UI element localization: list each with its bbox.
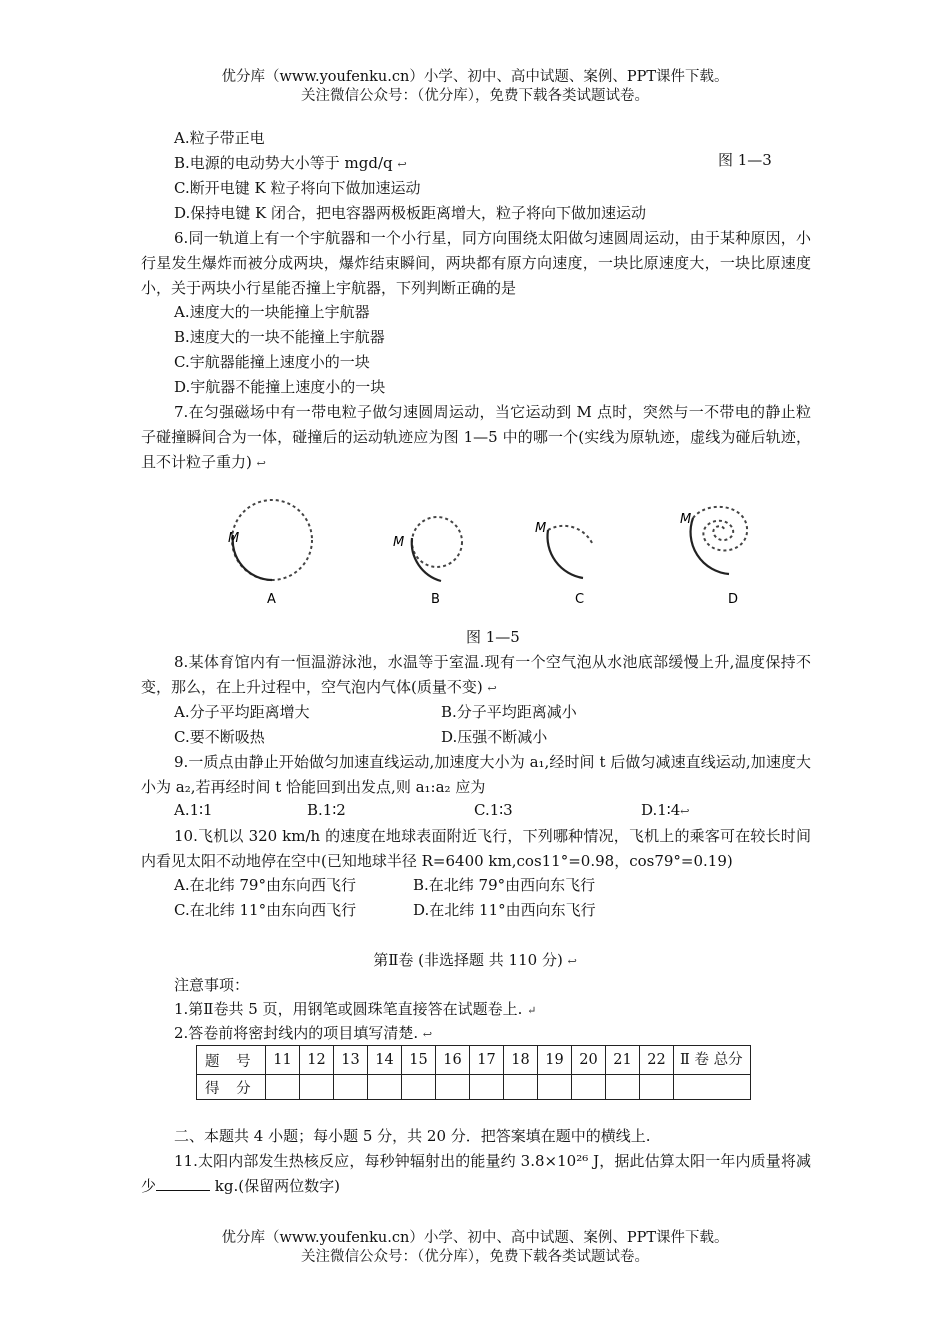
q5-option-c: C.断开电键 K 粒子将向下做加速运动 — [174, 179, 421, 197]
q9-option-a: A.1∶1 — [174, 801, 213, 819]
point-m-label-b: M — [393, 535, 405, 550]
return-mark-icon: ↩ — [397, 158, 407, 171]
trajectory-option-b — [393, 517, 462, 607]
q7-stem: 7.在匀强磁场中有一带电粒子做匀速圆周运动，当它运动到 M 点时，突然与一不带电的静止粒子碰撞瞬间合为一体，碰撞后的运动轨迹应为图 1—5 中的哪一个(实线为原轨迹，虚线为碰后轨迹，且不计粒子重力) ↩ — [141, 403, 811, 471]
question-number-20: 20 — [572, 1046, 606, 1075]
q5-option-b: B.电源的电动势大小等于 mgd/q ↩ — [174, 154, 407, 172]
answer-blank[interactable] — [156, 1176, 210, 1191]
trajectory-option-d — [680, 507, 747, 607]
question-number-21: 21 — [606, 1046, 640, 1075]
question-number-14: 14 — [368, 1046, 402, 1075]
line-break-mark-icon: ↵ — [527, 1004, 537, 1017]
q8-option-a: A.分子平均距离增大 — [174, 703, 310, 721]
figure-1-5 — [215, 490, 755, 610]
score-cell — [368, 1075, 402, 1100]
q8-option-d: D.压强不断减小 — [441, 728, 548, 746]
question-number-15: 15 — [402, 1046, 436, 1075]
footer-line-2: 关注微信公众号：（优分库），免费下载各类试题试卷。 — [301, 1249, 649, 1265]
option-label-d: D — [728, 592, 739, 607]
trajectory-option-a — [228, 500, 312, 607]
option-label-a: A — [267, 592, 276, 607]
score-cell — [572, 1075, 606, 1100]
question-number-16: 16 — [436, 1046, 470, 1075]
point-m-label-d: M — [680, 512, 692, 527]
point-m-label-c: M — [535, 521, 547, 536]
figure-1-3-label: 图 1—3 — [718, 151, 772, 169]
score-table-header-row — [197, 1046, 751, 1075]
trajectory-option-c — [535, 521, 593, 607]
q9-option-d: D.1∶4↩ — [641, 801, 690, 819]
q5-option-d: D.保持电键 K 闭合，把电容器两极板距离增大，粒子将向下做加速运动 — [174, 204, 647, 222]
notes-title: 注意事项： — [174, 976, 250, 994]
question-number-22: 22 — [640, 1046, 674, 1075]
return-mark-icon: ↩ — [256, 457, 266, 470]
q8-option-b: B.分子平均距离减小 — [441, 703, 577, 721]
section-2-heading: 二、本题共 4 小题；每小题 5 分，共 20 分．把答案填在题中的横线上. — [174, 1127, 651, 1145]
footer-line-1: 优分库（www.youfenku.cn）小学、初中、高中试题、案例、PPT课件下载。 — [221, 1230, 729, 1246]
note-1: 1.第Ⅱ卷共 5 页，用钢笔或圆珠笔直接答在试题卷上. ↵ — [174, 1000, 537, 1018]
q5-option-a: A.粒子带正电 — [174, 129, 265, 147]
question-number-18: 18 — [504, 1046, 538, 1075]
q10-option-c: C.在北纬 11°由东向西飞行 — [174, 901, 357, 919]
q10-option-b: B.在北纬 79°由西向东飞行 — [413, 876, 596, 894]
return-mark-icon: ↩ — [487, 682, 497, 695]
score-cell — [436, 1075, 470, 1100]
return-mark-icon: ↩ — [422, 1028, 433, 1041]
q6-option-b: B.速度大的一块不能撞上宇航器 — [174, 328, 385, 346]
question-number-label: 题 号 — [197, 1046, 266, 1075]
score-cell — [674, 1075, 751, 1100]
question-number-12: 12 — [300, 1046, 334, 1075]
q6-option-d: D.宇航器不能撞上速度小的一块 — [174, 378, 386, 396]
figure-1-5-label: 图 1—5 — [466, 628, 520, 646]
score-cell — [470, 1075, 504, 1100]
option-label-c: C — [575, 592, 585, 607]
score-cell — [266, 1075, 300, 1100]
return-mark-icon: ↩ — [680, 805, 690, 818]
q8-stem: 8.某体育馆内有一恒温游泳池，水温等于室温.现有一个空气泡从水池底部缓慢上升,温度保持不变，那么，在上升过程中，空气泡内气体(质量不变) ↩ — [141, 653, 811, 696]
question-number-13: 13 — [334, 1046, 368, 1075]
score-cell — [334, 1075, 368, 1100]
score-table-score-row — [197, 1075, 751, 1100]
q10-option-a: A.在北纬 79°由东向西飞行 — [174, 876, 356, 894]
score-cell — [402, 1075, 436, 1100]
q9-option-c: C.1∶3 — [474, 801, 513, 819]
question-number-11: 11 — [266, 1046, 300, 1075]
option-label-b: B — [431, 592, 440, 607]
score-cell — [538, 1075, 572, 1100]
score-cell — [504, 1075, 538, 1100]
q8-option-c: C.要不断吸热 — [174, 728, 265, 746]
q6-option-a: A.速度大的一块能撞上宇航器 — [174, 303, 370, 321]
score-cell — [640, 1075, 674, 1100]
q10-stem: 10.飞机以 320 km/h 的速度在地球表面附近飞行，下列哪种情况，飞机上的乘客可在较长时间内看见太阳不动地停在空中(已知地球半径 R=6400 km,cos11°=0.98，cos79°=0.19) — [141, 827, 811, 870]
score-label: 得 分 — [197, 1075, 266, 1100]
score-cell — [606, 1075, 640, 1100]
q10-option-d: D.在北纬 11°由西向东飞行 — [413, 901, 596, 919]
q6-stem: 6.同一轨道上有一个宇航器和一个小行星，同方向围绕太阳做匀速圆周运动，由于某种原因，小行星发生爆炸而被分成两块，爆炸结束瞬间，两块都有原方向速度，一块比原速度大，一块比原速度小，关于两块小行星能否撞上宇航器，下列判断正确的是 — [141, 229, 811, 297]
q6-option-c: C.宇航器能撞上速度小的一块 — [174, 353, 370, 371]
q9-stem: 9.一质点由静止开始做匀加速直线运动,加速度大小为 a₁,经时间 t 后做匀减速直线运动,加速度大小为 a₂,若再经时间 t 恰能回到出发点,则 a₁:a₂ 应为 — [141, 753, 811, 796]
q9-option-b: B.1∶2 — [307, 801, 346, 819]
header-line-2: 关注微信公众号：（优分库），免费下载各类试题试卷。 — [301, 88, 649, 104]
header-line-1: 优分库（www.youfenku.cn）小学、初中、高中试题、案例、PPT课件下载。 — [221, 69, 729, 85]
point-m-label-a: M — [228, 531, 240, 546]
question-number-19: 19 — [538, 1046, 572, 1075]
score-table — [196, 1045, 751, 1100]
question-number-17: 17 — [470, 1046, 504, 1075]
part2-title: 第Ⅱ卷 (非选择题 共 110 分) ↩ — [373, 951, 577, 969]
score-cell — [300, 1075, 334, 1100]
note-2: 2.答卷前将密封线内的项目填写清楚. ↩ — [174, 1024, 433, 1042]
return-mark-icon: ↩ — [567, 955, 577, 968]
q11: 11.太阳内部发生热核反应，每秒钟辐射出的能量约 3.8×10²⁶ J，据此估算太阳一年内质量将减少 kg.(保留两位数字) — [141, 1152, 811, 1195]
total-score-label: Ⅱ 卷 总分 — [674, 1046, 751, 1075]
